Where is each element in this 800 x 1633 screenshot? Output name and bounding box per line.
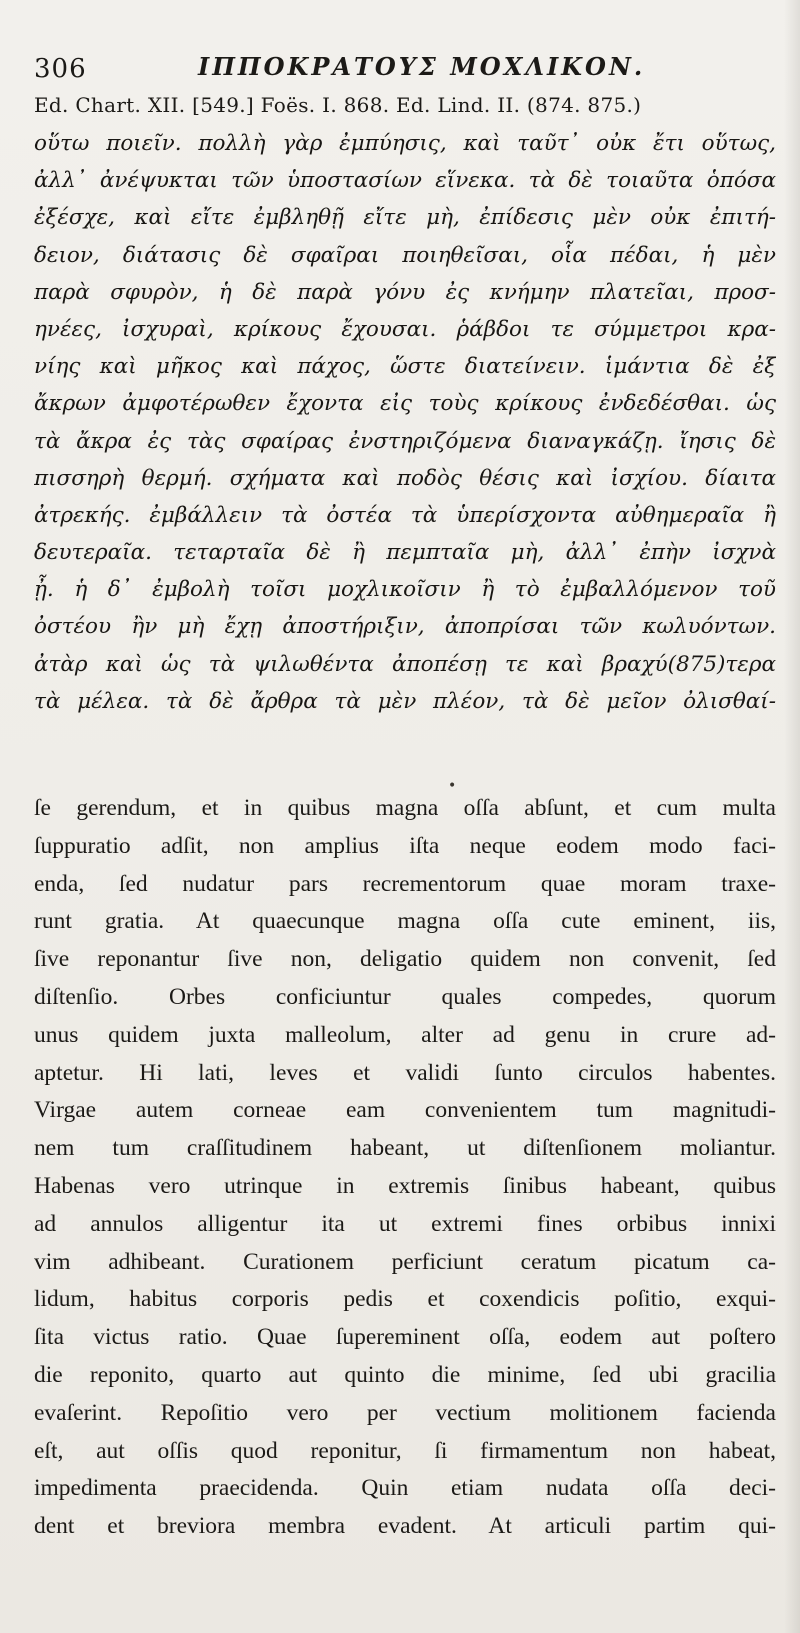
page-header [34,48,774,88]
latin-line: ſe gerendum, et in quibus magna oſſa abſunt, et cum multa [34,795,776,821]
greek-line: ἄκρων ἀμφοτέρωθεν ἔχοντα εἰς τοὺς κρίκους ἐνδεδέσθαι. ὡς [34,391,776,417]
latin-text-block [34,790,776,1546]
latin-line: impedimenta praecidenda. Quin etiam nudata oſſa deci- [34,1475,776,1502]
greek-line: ἐξέσχε, καὶ εἴτε ἐμβληθῇ εἴτε μὴ, ἐπίδεσις μὲν οὐκ ἐπιτή- [34,205,776,231]
latin-line: ſuppuratio adſit, non amplius iſta neque eodem modo faci- [34,832,776,859]
latin-line: evaſerint. Repoſitio vero per vectium molitionem facienda [34,1399,776,1426]
greek-line: τὰ μέλεα. τὰ δὲ ἄρθρα τὰ μὲν πλέον, τὰ δὲ μεῖον ὀλισθαί- [34,688,776,714]
page-edge-shadow [784,0,800,1633]
latin-line: ſive reponantur ſive non, deligatio quidem non convenit, ſed [34,946,776,973]
latin-line: enda, ſed nudatur pars recrementorum quae moram traxe- [34,870,776,897]
greek-line: ἀτρεκής. ἐμβάλλειν τὰ ὀστέα τὰ ὑπερίσχοντα αὐθημεραῖα ἢ [34,502,776,528]
latin-line: ſita victus ratio. Quae ſupereminent oſſa, eodem aut poſtero [34,1324,776,1351]
greek-line: δειον, διάτασις δὲ σφαῖραι ποιηθεῖσαι, οἷα πέδαι, ἡ μὲν [34,242,776,268]
greek-line: ὀστέου ἢν μὴ ἔχῃ ἀποστήριξιν, ἀποπρίσαι τῶν κωλυόντων. [34,614,776,640]
latin-line: ad annulos alligentur ita ut extremi fines orbibus innixi [34,1210,776,1237]
latin-line: Habenas vero utrinque in extremis ſinibus habeant, quibus [34,1172,776,1199]
page-number: 306 [34,54,87,84]
section-ornament: • [448,778,457,794]
latin-line: lidum, habitus corporis pedis et coxendicis poſitio, exqui- [34,1286,776,1313]
latin-line: eſt, aut oſſis quod reponitur, ſi firmamentum non habeat, [34,1437,776,1464]
greek-line: πισσηρὴ θερμή. σχήματα καὶ ποδὸς θέσις καὶ ἰσχίου. δίαιτα [34,465,776,491]
latin-line: dent et breviora membra evadent. At articuli partim qui- [34,1513,776,1540]
greek-line: νίης καὶ μῆκος καὶ πάχος, ὥστε διατείνειν. ἱμάντια δὲ ἐξ [34,354,776,380]
latin-line: vim adhibeant. Curationem perficiunt ceratum picatum ca- [34,1248,776,1275]
running-title: ΙΠΠΟΚΡΑΤΟΥΣ ΜΟΧΛΙΚΟΝ. [198,52,646,81]
latin-line: runt gratia. At quaecunque magna oſſa cute eminent, iis, [34,908,776,935]
latin-line: die reponito, quarto aut quinto die minime, ſed ubi gracilia [34,1361,776,1388]
greek-line: ᾖ. ἡ δ᾿ ἐμβολὴ τοῖσι μοχλικοῖσιν ἢ τὸ ἐμβαλλόμενον τοῦ [34,577,776,603]
latin-line: unus quidem juxta malleolum, alter ad genu in crure ad- [34,1021,776,1048]
latin-line: diſtenſio. Orbes conficiuntur quales compedes, quorum [34,983,776,1010]
edition-reference: Ed. Chart. XII. [549.] Foës. I. 868. Ed. Lind. II. (874. 875.) [34,93,642,117]
greek-line: ἀτὰρ καὶ ὡς τὰ ψιλωθέντα ἀποπέσῃ τε καὶ βραχύ(875)τερα [34,651,776,677]
latin-line: nem tum craſſitudinem habeant, ut diſtenſionem moliantur. [34,1135,776,1162]
greek-line: ηνέες, ἰσχυραὶ, κρίκους ἔχουσαι. ῥάβδοι τε σύμμετροι κρα- [34,316,776,342]
latin-line: Virgae autem corneae eam convenientem tum magnitudi- [34,1097,776,1124]
greek-line: δευτεραῖα. τεταρταῖα δὲ ἢ πεμπταῖα μὴ, ἀλλ᾿ ἐπὴν ἰσχνὰ [34,540,776,566]
greek-line: οὕτω ποιεῖν. πολλὴ γὰρ ἐμπύησις, καὶ ταῦτ᾿ οὐκ ἔτι οὕτως, [34,131,776,156]
greek-text-block [34,125,776,720]
greek-line: ἀλλ᾿ ἀνέψυκται τῶν ὑποστασίων εἵνεκα. τὰ δὲ τοιαῦτα ὁπόσα [34,168,776,194]
greek-line: τὰ ἄκρα ἐς τὰς σφαίρας ἐνστηριζόμενα διαναγκάζῃ. ἴησις δὲ [34,428,776,454]
greek-line: παρὰ σφυρὸν, ἡ δὲ παρὰ γόνυ ἐς κνήμην πλατεῖαι, προσ- [34,279,776,305]
latin-line: aptetur. Hi lati, leves et validi ſunto circulos habentes. [34,1059,776,1086]
